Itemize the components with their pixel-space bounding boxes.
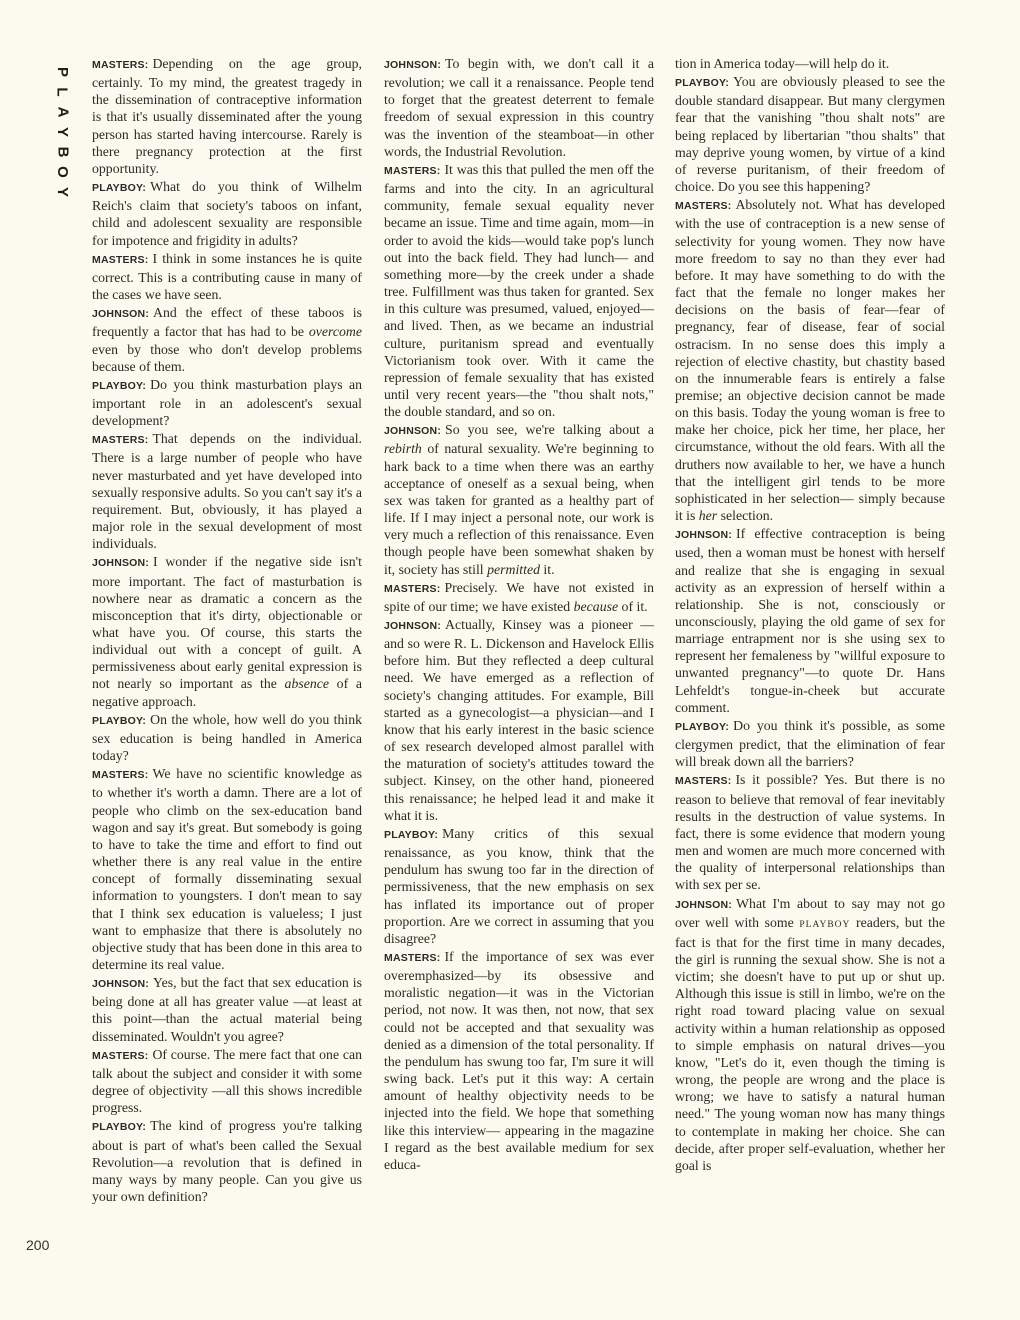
interview-paragraph: [384, 616, 654, 824]
interview-paragraph: [384, 161, 654, 420]
speaker-label: MASTERS:: [92, 434, 149, 447]
body-text: If effective contraception is being used, then a woman must be honest with herself and realize that she is engaging in sexual activity as an expression of herself within a relationship. She is not, consciously or unconsciously, playing the old game of sex for marriage entrapment nor is she using sex to represent her femaleness by "willful exposure to unwanted pregnancy"—to quote Dr. Hans Lehfeldt's tongue-in-cheek but accurate comment.: [675, 526, 945, 715]
body-text: Precisely. We have not existed in spite of our time; we have existed: [384, 579, 654, 614]
interview-paragraph: [92, 55, 362, 177]
emphasis-text: permitted: [487, 561, 540, 577]
masthead-letter: L: [53, 87, 71, 97]
speaker-label: MASTERS:: [92, 1049, 149, 1062]
body-text: So you see, we're talking about a: [445, 422, 654, 438]
body-text: of a negative approach.: [92, 676, 362, 709]
masthead-letter: Y: [53, 186, 71, 198]
masthead-letter: O: [53, 166, 71, 178]
body-text: And the effect of these taboos is frequently a factor that has had to be: [92, 305, 362, 340]
body-text: it.: [539, 561, 555, 577]
emphasis-text: because: [573, 598, 619, 614]
emphasis-text: absence: [284, 676, 329, 692]
speaker-label: JOHNSON:: [92, 557, 150, 570]
masthead-letter: Y: [53, 126, 71, 138]
body-text: We have no scientific knowledge as to whether it's worth a damn. There are a lot of people who climb on the sex-education band wagon and say it's great. But somebody is going to have to take the time and effort to find out whether there is any real value in the entire concept of formally disseminating sexual information to youngsters. I don't mean to say that I think sex education is valueless; I just want to emphasize that there is absolutely no objective study that has been done in this area to determine its real value.: [92, 766, 362, 972]
body-text: On the whole, how well do you think sex education is being handled in America today?: [92, 711, 362, 764]
interview-paragraph: [675, 895, 945, 1175]
speaker-label: MASTERS:: [384, 582, 441, 595]
speaker-label: PLAYBOY:: [384, 828, 439, 841]
masthead-letter: P: [53, 66, 71, 78]
speaker-label: JOHNSON:: [384, 620, 442, 632]
text-column-2: [384, 55, 654, 1173]
masthead-letter: B: [54, 146, 71, 158]
interview-paragraph: [92, 430, 362, 552]
interview-paragraph: [675, 196, 945, 524]
interview-paragraph: [92, 250, 362, 303]
speaker-label: JOHNSON:: [92, 978, 150, 991]
speaker-label: PLAYBOY:: [675, 77, 730, 90]
body-text: Depending on the age group, certainly. To my mind, the greatest tragedy in the dissemination of contraceptive information is that it's usually disseminated after the young person has started having intercourse. Rarely is there pregnancy protection at the first opportunity.: [92, 56, 362, 176]
body-text: The kind of progress you're talking about is part of what's been called the Sexual Revolution—a revolution that is defined in many ways by many people. Can you give us your own definition?: [92, 1118, 362, 1204]
speaker-label: PLAYBOY:: [92, 714, 147, 727]
interview-paragraph: [384, 948, 654, 1173]
emphasis-text: rebirth: [384, 441, 422, 457]
text-column-3: [675, 55, 945, 1174]
body-text: of it.: [618, 598, 648, 614]
body-text: It was this that pulled the men off the farms and into the city. In an agricultural community, female sexual equality never became an issue. Time and time again, mom—in order to avoid the kids—would take pop's lunch out into the back field. They had lunch— and something more—by the creek under a shade tree. Fulfillment was thus taken for granted. Sex in this culture was presumed, valued, enjoyed—and lived. Then, as we became an industrial culture, puritanism spread and eventually Victorianism took over. With it came the repression of female sexuality that has existed until very recent years—the "thou shalt nots," the double standard, and so on.: [384, 161, 654, 420]
interview-paragraph: [92, 1117, 362, 1205]
interview-paragraph: [92, 1046, 362, 1117]
speaker-label: MASTERS:: [384, 164, 441, 177]
speaker-label: JOHNSON:: [384, 425, 442, 438]
body-text: Do you think masturbation plays an important role in an adolescent's sexual development?: [92, 376, 362, 429]
interview-paragraph: [92, 553, 362, 709]
body-text: of natural sexuality. We're beginning to hark back to a time when there was an earthy acceptance of oneself as a sexual being, when sex was taken for granted as a healthy part of life. If I may inject a personal note, our work is very much a reflection of this renaissance. Even though people have been somewhat shaken by it, society has still: [384, 441, 654, 577]
emphasis-text: overcome: [308, 324, 362, 340]
magazine-masthead: [50, 62, 74, 202]
body-text: What I'm about to say may not go over well with some: [675, 895, 945, 930]
body-text: I wonder if the negative side isn't more important. The fact of masturbation is nowhere near as dramatic a concern as the misconception that it's dirty, objectionable or what have you. Of course, this starts the individual out with a concept of guilt. A permissiveness about early genital expression is not nearly so important as the: [92, 554, 362, 692]
interview-paragraph: [384, 825, 654, 947]
body-text: To begin with, we don't call it a revolution; we call it a renaissance. People tend to forget that the greatest deterrent to female freedom of sexual expression in this country was the invention of the steamboat—in other words, the Industrial Revolution.: [384, 56, 654, 159]
body-text: That depends on the individual. There is a large number of people who have never masturbated and yet have developed into sexually responsive adults. So you can't say it's a requirement. But, obviously, it has played a major role in the sexual development of most individuals.: [92, 431, 362, 552]
page-number: 200: [26, 1237, 50, 1253]
speaker-label: JOHNSON:: [675, 529, 733, 542]
emphasis-text: her: [698, 508, 718, 524]
speaker-label: PLAYBOY:: [92, 182, 147, 195]
body-text: even by those who don't develop problems because of them.: [92, 341, 362, 374]
speaker-label: MASTERS:: [92, 253, 149, 266]
speaker-label: MASTERS:: [675, 200, 732, 213]
body-text: readers, but the fact is that for the first time in many decades, the girl is running the sexual show. She is not a victim; she doesn't have to put up or shut up. Although this issue is still in limbo, we're on the right road toward placing value on sexual activity within a human relationship as opposed to simple emphasis on natural drives—you know, "Let's do it, even though the timing is wrong, the people are wrong and the place is wrong; we have to satisfy a natural human need." The young woman now has many things to contemplate in making her choice. She can decide, after proper self-evaluation, whether her goal is: [675, 914, 945, 1173]
interview-paragraph: [92, 376, 362, 429]
speaker-label: MASTERS:: [92, 59, 149, 71]
interview-paragraph: [92, 178, 362, 249]
interview-paragraph: [675, 717, 945, 770]
text-column-1: [92, 55, 362, 1205]
interview-paragraph: [675, 771, 945, 893]
interview-paragraph: [675, 525, 945, 716]
speaker-label: PLAYBOY:: [675, 720, 730, 733]
interview-paragraph: [384, 579, 654, 615]
body-text: Absolutely not. What has developed with the use of contraception is a new sense of selectivity for young women. They now have more freedom to say no than they ever had before. It may have something to do with the fact that the female no longer makes her decisions on the basis of fear—fear of pregnancy, fear of disease, fear of social ostracism. In no sense does this imply a rejection of elective chastity, but chastity based on the innumerable fears is entirely a false premise; an objective decision cannot be made on this basis. Today the young woman is free to make her choice, pick her time, her place, her circumstance, without the old fears. With all the druthers now available to her, we have a hunch that the intelligent girl tends to be more sophisticated in her selection— simply because it is: [675, 197, 945, 524]
body-text: Actually, Kinsey was a pioneer —and so were R. L. Dickenson and Havelock Ellis before him. But they reflected a deep cultural need. We have emerged as a reflection of society's changing attitudes. For example, Bill started as a gynecologist—a physician—and I know that his early interest in the basic science of sex research developed almost parallel with the maturation of society's attitudes toward the subject. Kinsey, on the other hand, pioneered this renaissance; he helped lead it and make it what it is.: [384, 617, 654, 823]
interview-paragraph: [675, 55, 945, 72]
speaker-label: PLAYBOY:: [92, 1121, 147, 1134]
speaker-label: JOHNSON:: [675, 898, 733, 911]
masthead-letter: A: [54, 106, 71, 118]
body-text: I think in some instances he is quite correct. This is a contributing cause in many of the cases we have seen.: [92, 250, 362, 303]
body-text: Many critics of this sexual renaissance, as you know, think that the pendulum has swung too far in the direction of permissiveness, that the new emphasis on sex has inflated its importance out of proper proportion. Are we correct in assuming that you disagree?: [384, 825, 654, 946]
speaker-label: MASTERS:: [384, 951, 441, 964]
body-text: If the importance of sex was ever overemphasized—by its obsessive and moralistic negation—it was in the Victorian period, not now. It was then, not now, that sex could not be accepted and that sexuality was denied as a dimension of the total personality. If the pendulum has swung too far, I'm sure it will swing back. Let's put it this way: A certain amount of healthy objectivity needs to be injected into the field. We hope that something like this interview— appearing in the magazine I regard as the best available medium for sex educa-: [384, 948, 654, 1172]
interview-paragraph: [92, 711, 362, 764]
interview-paragraph: [92, 765, 362, 973]
body-text: Do you think it's possible, as some clergymen predict, that the elimination of fear will break down all the barriers?: [675, 717, 945, 770]
body-text: Is it possible? Yes. But there is no reason to believe that removal of fear inevitably results in the destruction of value systems. In fact, there is some evidence that modern young men and women are much more concerned with the quality of interpersonal relationships than with sex per se.: [675, 772, 945, 893]
body-text: selection.: [717, 508, 774, 524]
interview-paragraph: [384, 421, 654, 577]
speaker-label: JOHNSON:: [384, 59, 442, 71]
speaker-label: JOHNSON:: [92, 308, 150, 321]
body-text: Of course. The mere fact that one can talk about the subject and consider it with some degree of objectivity —all this shows incredible progress.: [92, 1046, 362, 1116]
magazine-name-text: PLAYBOY: [799, 919, 851, 930]
speaker-label: MASTERS:: [92, 769, 149, 782]
body-text: You are obviously pleased to see the double standard disappear. But many clergymen fear that the vanishing "thou shalt nots" are being replaced by libertarian "thou shalts" that may deprive young women, by virtue of a kind of reverse puritanism, of their freedom of choice. Do you see this happening?: [675, 74, 945, 195]
interview-paragraph: [92, 304, 362, 375]
speaker-label: PLAYBOY:: [92, 379, 147, 392]
body-text: tion in America today—will help do it.: [675, 56, 890, 71]
speaker-label: MASTERS:: [675, 775, 732, 788]
interview-paragraph: [675, 73, 945, 195]
interview-paragraph: [92, 974, 362, 1045]
interview-paragraph: [384, 55, 654, 160]
body-text: Yes, but the fact that sex education is being done at all has greater value —at least at this point—than the actual material being disseminated. Wouldn't you agree?: [92, 975, 362, 1044]
body-text: What do you think of Wilhelm Reich's claim that society's taboos on infant, child and adolescent sexuality are responsible for impotence and frigidity in adults?: [92, 179, 362, 248]
